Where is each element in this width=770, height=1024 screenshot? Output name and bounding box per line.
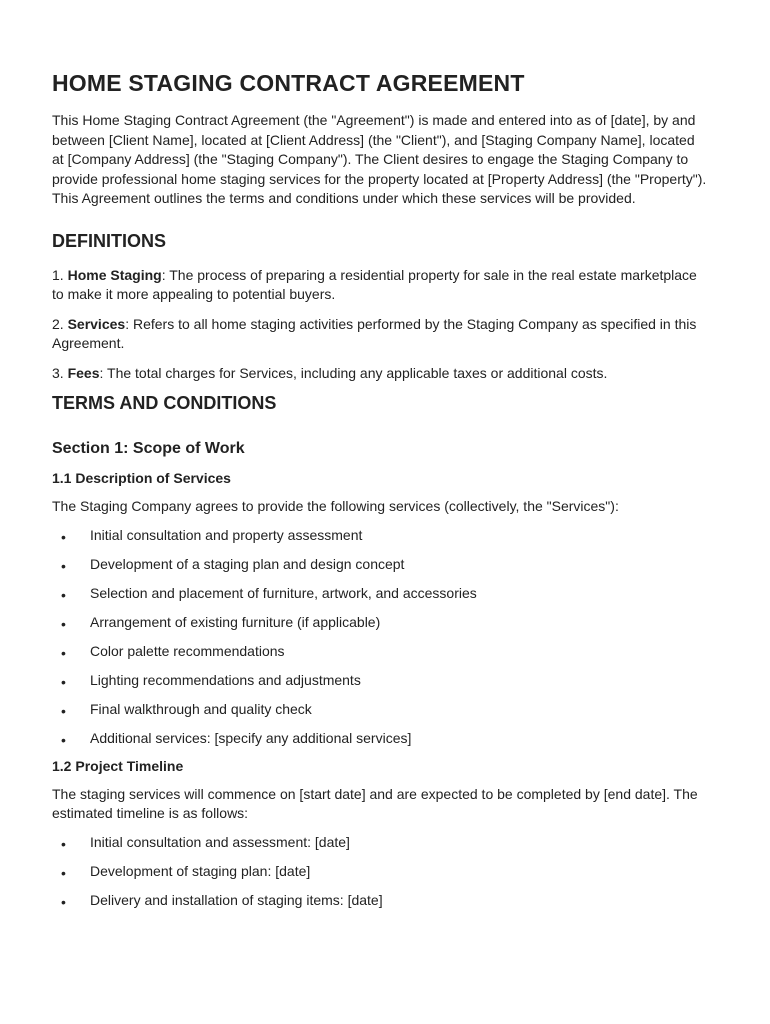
list-item-text: Color palette recommendations <box>90 642 285 659</box>
bullet-icon: • <box>61 864 66 881</box>
list-item <box>52 584 710 604</box>
bullet-icon: • <box>61 893 66 910</box>
list-item-text: Additional services: [specify any additional services] <box>90 729 412 746</box>
definition-text: : The process of preparing a residential property for sale in the real estate marketplace to make it more appealing to potential buyers. <box>52 266 697 302</box>
definition-item <box>52 364 710 384</box>
bullet-icon: • <box>61 528 66 545</box>
section-heading: Section 1: Scope of Work <box>52 440 245 457</box>
list-item <box>52 891 710 911</box>
list-item <box>52 729 710 749</box>
subsection-heading: 1.1 Description of Services <box>52 470 231 486</box>
list-item-text: Delivery and installation of staging items: [date] <box>90 891 383 908</box>
list-item <box>52 642 710 662</box>
list-item <box>52 833 710 853</box>
timeline-list <box>52 833 710 911</box>
definition-term: Services <box>67 315 126 332</box>
list-item-text: Development of staging plan: [date] <box>90 862 311 879</box>
terms-heading: TERMS AND CONDITIONS <box>52 393 277 413</box>
document-title: HOME STAGING CONTRACT AGREEMENT <box>52 70 525 96</box>
list-item-text: Arrangement of existing furniture (if applicable) <box>90 613 381 630</box>
services-list <box>52 526 710 749</box>
bullet-icon: • <box>61 644 66 661</box>
definition-item <box>52 266 710 305</box>
intro-paragraph: This Home Staging Contract Agreement (the "Agreement") is made and entered into as of [date], by and between [Client Name], located at [Client Address] (the "Client"), and [Staging Company Name], located at [Company Address] (the "Staging Company"). The Client desires to engage the Staging Company to provide professional home staging services for the property located at [Property Address] (the "Property"). This Agreement outlines the terms and conditions under which these services will be provided. <box>52 112 707 206</box>
list-item-text: Initial consultation and assessment: [date] <box>90 833 350 850</box>
subsection-lead: The Staging Company agrees to provide the following services (collectively, the "Services"): <box>52 498 619 514</box>
list-item <box>52 671 710 691</box>
subsection-heading: 1.2 Project Timeline <box>52 757 184 774</box>
bullet-icon: • <box>61 557 66 574</box>
bullet-icon: • <box>61 835 66 852</box>
list-item-text: Selection and placement of furniture, artwork, and accessories <box>90 584 477 601</box>
definition-number: 2. <box>52 315 64 332</box>
list-item <box>52 700 710 720</box>
list-item <box>52 555 710 575</box>
subsection-lead: The staging services will commence on [start date] and are expected to be completed by [end date]. The estimated timeline is as follows: <box>52 785 698 821</box>
bullet-icon: • <box>61 586 66 603</box>
list-item-text: Initial consultation and property assessment <box>90 526 363 543</box>
bullet-icon: • <box>61 702 66 719</box>
definition-text: : Refers to all home staging activities performed by the Staging Company as specified in this Agreement. <box>52 315 697 351</box>
list-item-text: Lighting recommendations and adjustments <box>90 671 361 688</box>
definition-number: 1. <box>52 266 64 283</box>
bullet-icon: • <box>61 673 66 690</box>
list-item-text: Final walkthrough and quality check <box>90 700 312 717</box>
list-item <box>52 613 710 633</box>
definition-text: : The total charges for Services, including any applicable taxes or additional costs. <box>99 364 608 381</box>
list-item <box>52 526 710 546</box>
list-item-text: Development of a staging plan and design concept <box>90 555 405 572</box>
definition-term: Fees <box>67 364 100 381</box>
definition-number: 3. <box>52 364 64 381</box>
bullet-icon: • <box>61 731 66 748</box>
definition-term: Home Staging <box>67 266 162 283</box>
definition-item <box>52 315 710 354</box>
list-item <box>52 862 710 882</box>
definitions-heading: DEFINITIONS <box>52 230 167 251</box>
bullet-icon: • <box>61 615 66 632</box>
